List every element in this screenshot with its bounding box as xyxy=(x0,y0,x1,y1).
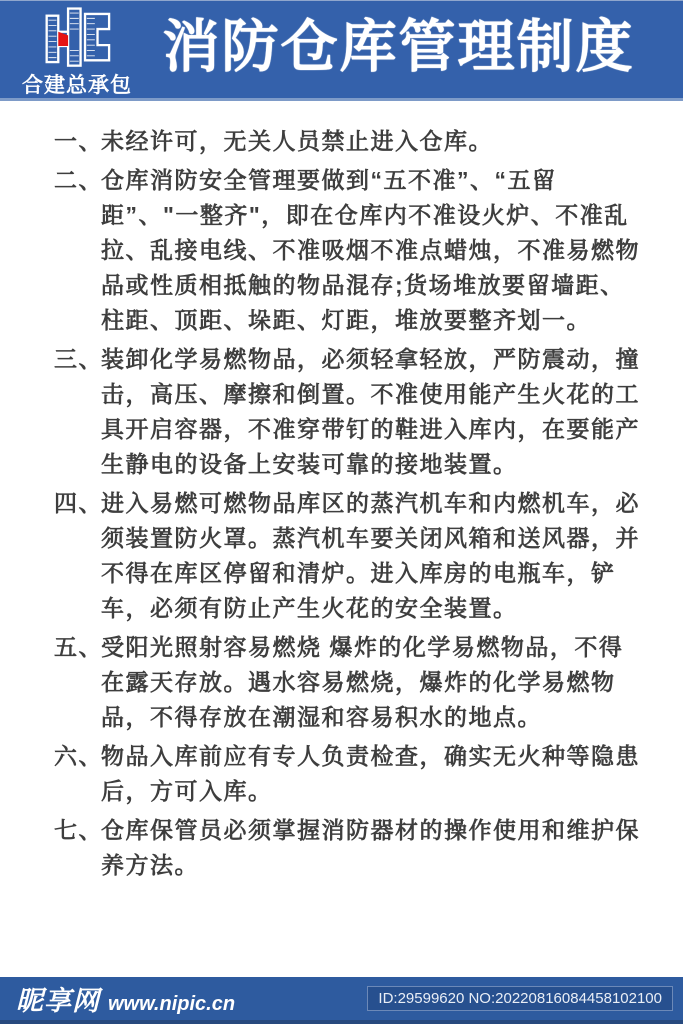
rule-number: 四、 xyxy=(54,490,103,516)
rule-item-3 xyxy=(54,342,647,482)
image-id-badge: ID:29599620 NO:20220816084458102100 xyxy=(367,986,673,1011)
rule-text: 仓库消防安全管理要做到“五不准”、“五留距”、"一整齐"，即在仓库内不准设火炉、不准乱拉、乱接电线、不准吸烟不准点蜡烛，不准易燃物品或性质相抵触的物品混存;货场堆放要留墙距、柱距、顶距、垛距、灯距，堆放要整齐划一。 xyxy=(101,167,640,333)
logo-company-name: 合建总承包 xyxy=(22,73,132,97)
rule-number: 一、 xyxy=(54,128,103,154)
rule-number: 五、 xyxy=(54,634,103,660)
rule-item-4 xyxy=(54,486,647,626)
company-logo xyxy=(18,1,136,99)
hc-building-monogram-icon xyxy=(25,5,129,71)
rule-text: 受阳光照射容易燃烧 爆炸的化学易燃物品，不得在露天存放。遇水容易燃烧，爆炸的化学易燃物品，不得存放在潮湿和容易积水的地点。 xyxy=(101,634,624,730)
logo-red-flag xyxy=(58,31,68,45)
rule-text: 仓库保管员必须掌握消防器材的操作使用和维护保养方法。 xyxy=(101,817,640,878)
rule-text: 进入易燃可燃物品库区的蒸汽机车和内燃机车，必须装置防火罩。蒸汽机车要关闭风箱和送风器，并不得在库区停留和清炉。进入库房的电瓶车，铲车，必须有防止产生火花的安全装置。 xyxy=(101,490,640,621)
rule-number: 七、 xyxy=(54,817,103,843)
rule-text: 装卸化学易燃物品，必须轻拿轻放，严防震动，撞击，高压、摩擦和倒置。不准使用能产生火花的工具开启容器，不准穿带钉的鞋进入库内，在要能产生静电的设备上安装可靠的接地装置。 xyxy=(101,346,640,477)
rule-item-7 xyxy=(54,813,647,883)
rule-item-5 xyxy=(54,630,647,735)
site-brand xyxy=(16,979,235,1018)
rule-number: 二、 xyxy=(54,167,103,193)
rule-text: 物品入库前应有专人负责检查，确实无火种等隐患后，方可入库。 xyxy=(101,743,640,804)
rule-number: 三、 xyxy=(54,346,103,372)
rule-item-2 xyxy=(54,163,647,338)
rule-number: 六、 xyxy=(54,743,103,769)
rule-text: 未经许可，无关人员禁止进入仓库。 xyxy=(101,128,493,154)
rules-list xyxy=(0,101,683,883)
footer-bar xyxy=(0,977,683,1024)
site-name: 昵享网 xyxy=(16,986,100,1016)
page-title: 消防仓库管理制度 xyxy=(162,15,635,79)
rule-item-6 xyxy=(54,739,647,809)
header-banner xyxy=(0,0,683,101)
rule-item-1 xyxy=(54,124,647,159)
site-url: www.nipic.cn xyxy=(108,993,236,1015)
